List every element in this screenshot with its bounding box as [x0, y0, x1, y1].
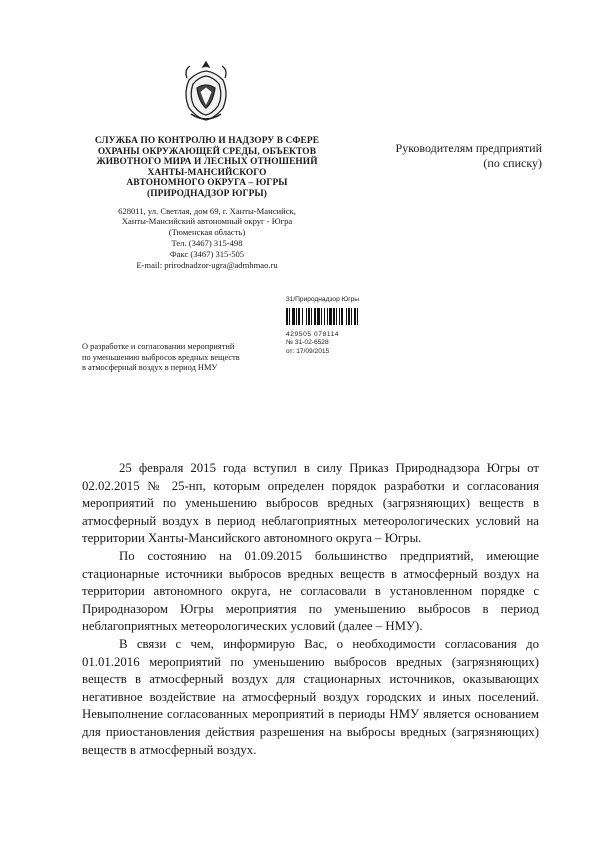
body-paragraph: В связи с чем, информирую Вас, о необходимости согласования до 01.01.2016 мероприятий по уменьшению выбросов вредных (загрязняющих) веществ в атмосферный воздух для стационарных источников, оказывающих негативное воздействие на атмосферный воздух городских и иных поселений. Невыполнение согласованных мероприятий в периоды НМУ является основанием для приостановления действия разрешения на выбросы вредных (загрязняющих) веществ в атмосферный воздух.: [82, 636, 539, 757]
stamp-reg-date: от: 17/09/2015: [286, 347, 330, 355]
email-line: E-mail: prirodnadzor-ugra@admhmao.ru: [136, 259, 278, 270]
barcode-bar: [339, 308, 340, 325]
barcode-bar: [296, 308, 297, 325]
stamp-reg-number: № 31-02-6528: [286, 339, 329, 346]
org-name-line: ХАНТЫ-МАНСИЙСКОГО: [147, 167, 267, 178]
barcode-bar: [327, 308, 328, 325]
org-name-line: АВТОНОМНОГО ОКРУГА – ЮГРЫ: [126, 178, 288, 189]
barcode-bar: [311, 308, 312, 325]
subject-line: в атмосферный воздух в период НМУ: [82, 363, 218, 373]
body-paragraph: 25 февраля 2015 года вступил в силу Приказ Природнадзора Югры от 02.02.2015 № 25-нп, которым определен порядок разработки и согласования мероприятий по уменьшению выбросов вредных (загрязняющих) веществ в атмосферный воздух в период неблагоприятных метеорологических условий на территории Ханты-Мансийского автономного округа – Югры.: [82, 461, 539, 546]
barcode-bar: [308, 308, 310, 325]
recipient-block: [372, 141, 542, 170]
subject-line: по уменьшению выбросов вредных веществ: [82, 352, 240, 362]
org-name-line: СЛУЖБА ПО КОНТРОЛЮ И НАДЗОРУ В СФЕРЕ: [94, 136, 320, 146]
org-name-line: ОХРАНЫ ОКРУЖАЮЩЕЙ СРЕДЫ, ОБЪЕКТОВ: [97, 146, 317, 157]
barcode-bar: [317, 308, 320, 325]
barcode-bar: [314, 308, 316, 325]
barcode-icon: [286, 308, 382, 325]
stamp-org: 31/Природнадзор Югры: [286, 296, 360, 303]
barcode-bar: [286, 308, 288, 325]
barcode-bar: [324, 308, 325, 325]
barcode-bar: [357, 308, 358, 325]
barcode-bar: [333, 308, 335, 325]
coat-of-arms-icon: [181, 58, 231, 122]
org-name-line: ЖИВОТНОГО МИРА И ЛЕСНЫХ ОТНОШЕНИЙ: [96, 157, 318, 168]
barcode-bar: [348, 308, 350, 325]
sender-block: [82, 136, 332, 270]
organization-contacts: [82, 206, 332, 271]
barcode-bar: [292, 308, 295, 325]
registration-stamp: [286, 296, 386, 364]
recipient-note: (по списку): [483, 155, 542, 170]
barcode-bar: [354, 308, 356, 325]
barcode-bar: [298, 308, 300, 325]
letter-body: [82, 460, 539, 759]
barcode-bar: [329, 308, 332, 325]
subject-line: О разработке и согласовании мероприятий: [82, 342, 235, 351]
fax-line: Факс (3467) 315-505: [169, 248, 245, 259]
recipient-title: Руководителям предприятий: [395, 141, 542, 155]
barcode-bar: [306, 308, 307, 325]
barcode-bar: [346, 308, 347, 325]
phone-line: Тел. (3467) 315-498: [171, 237, 243, 248]
barcode-bar: [321, 308, 322, 325]
stamp-barcode-number: 429505 078114: [286, 330, 340, 338]
barcode-bar: [341, 308, 343, 325]
letter-subject: [82, 342, 262, 374]
address-line: 628011, ул. Светлая, дом 69, г. Ханты-Мансийск,: [118, 205, 296, 216]
organization-name: [82, 136, 332, 200]
barcode-bar: [351, 308, 352, 325]
barcode-bar: [289, 308, 290, 325]
org-name-line: (ПРИРОДНАДЗОР ЮГРЫ): [147, 188, 267, 199]
barcode-bar: [302, 308, 303, 325]
address-line: (Тюменская область): [168, 227, 246, 238]
body-paragraph: По состоянию на 01.09.2015 большинство предприятий, имеющие стационарные источники выбросов вредных веществ в атмосферный воздух на территории автономного округа, не согласовали в установленном порядке с Природназором Югры мероприятия по уменьшению выбросов в период неблагоприятных метеорологических условий (далее – НМУ).: [82, 548, 539, 634]
barcode-bar: [336, 308, 337, 325]
address-line: Ханты-Мансийский автономный округ - Югра: [121, 216, 293, 227]
